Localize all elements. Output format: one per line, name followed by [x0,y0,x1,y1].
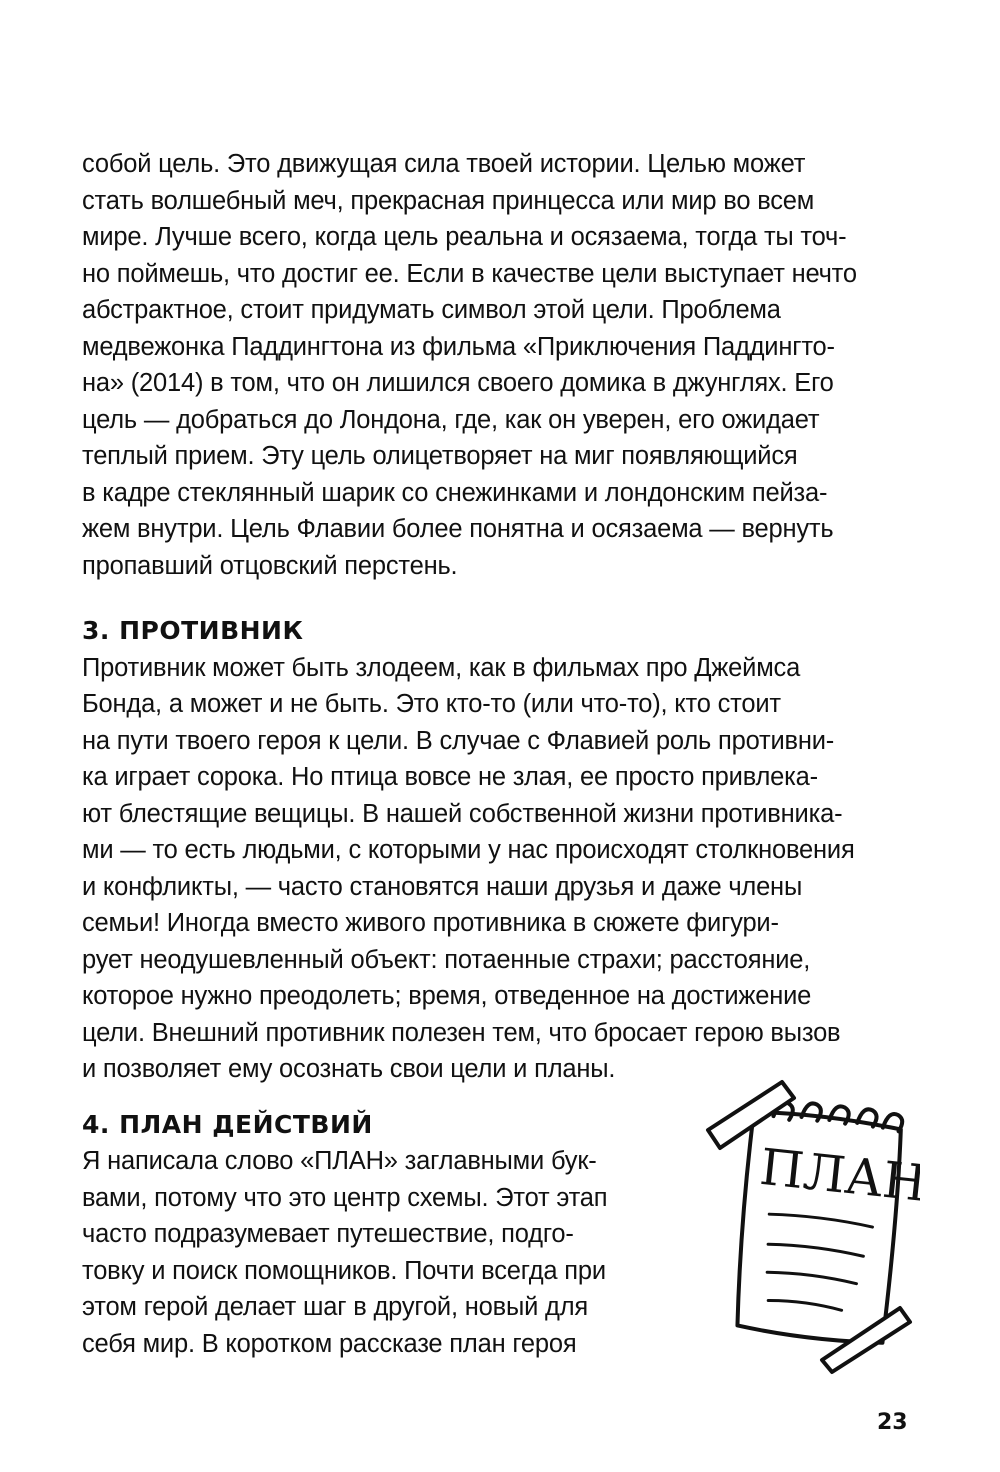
text-line: пропавший отцовский перстень. [82,552,458,580]
text-line: ют блестящие вещицы. В нашей собственной жизни противника- [82,800,843,828]
text-line: Я написала слово «ПЛАН» заглавными бук- [82,1147,597,1175]
text-line: теплый прием. Эту цель олицетворяет на миг появляющийся [82,442,798,470]
text-line: ка играет сорока. Но птица вовсе не злая, ее просто привлека- [82,763,818,791]
text-line: ми — то есть людьми, с которыми у нас происходят столкновения [82,836,855,864]
text-line: Противник может быть злодеем, как в фильмах про Джеймса [82,654,801,682]
text-line: и конфликты, — часто становятся наши друзья и даже члены [82,873,803,901]
text-line: медвежонка Паддингтона из фильма «Приключения Паддингто- [82,333,835,361]
section-heading-action-plan: 4. ПЛАН ДЕЙСТВИЙ [82,1110,373,1139]
text-line: но поймешь, что достиг ее. Если в качестве цели выступает нечто [82,260,857,288]
text-line: на пути твоего героя к цели. В случае с Флавией роль противни- [82,727,835,755]
svg-text:ПЛАН: ПЛАН [757,1137,920,1214]
text-line: в кадре стеклянный шарик со снежинками и лондонским пейза- [82,479,828,507]
text-line: и позволяет ему осознать свои цели и планы. [82,1055,616,1083]
text-line: жем внутри. Цель Флавии более понятна и осязаема — вернуть [82,515,834,543]
page-number: 23 [877,1410,908,1435]
text-line: которое нужно преодолеть; время, отведенное на достижение [82,982,812,1010]
text-line: цели. Внешний противник полезен тем, что бросает герою вызов [82,1019,841,1047]
text-line: товку и поиск помощников. Почти всегда при [82,1257,606,1285]
text-line: семьи! Иногда вместо живого противника в сюжете фигури- [82,909,779,937]
text-line: стать волшебный меч, прекрасная принцесса или мир во всем [82,187,815,215]
text-line: абстрактное, стоит придумать символ этой цели. Проблема [82,296,781,324]
text-line: часто подразумевает путешествие, подго- [82,1220,574,1248]
text-line: рует неодушевленный объект: потаенные страхи; расстояние, [82,946,811,974]
text-line: себя мир. В коротком рассказе план героя [82,1330,577,1358]
section-heading-opponent: 3. ПРОТИВНИК [82,616,304,645]
text-line: Бонда, а может и не быть. Это кто-то (или что-то), кто стоит [82,690,781,718]
text-line: на» (2014) в том, что он лишился своего домика в джунглях. Его [82,369,834,397]
text-line: вами, потому что это центр схемы. Этот этап [82,1184,608,1212]
notepad-plan-icon [690,1068,920,1378]
text-line: мире. Лучше всего, когда цель реальна и осязаема, тогда ты точ- [82,223,847,251]
text-line: цель — добраться до Лондона, где, как он уверен, его ожидает [82,406,820,434]
text-line: этом герой делает шаг в другой, новый для [82,1293,588,1321]
text-line: собой цель. Это движущая сила твоей истории. Целью может [82,150,806,178]
